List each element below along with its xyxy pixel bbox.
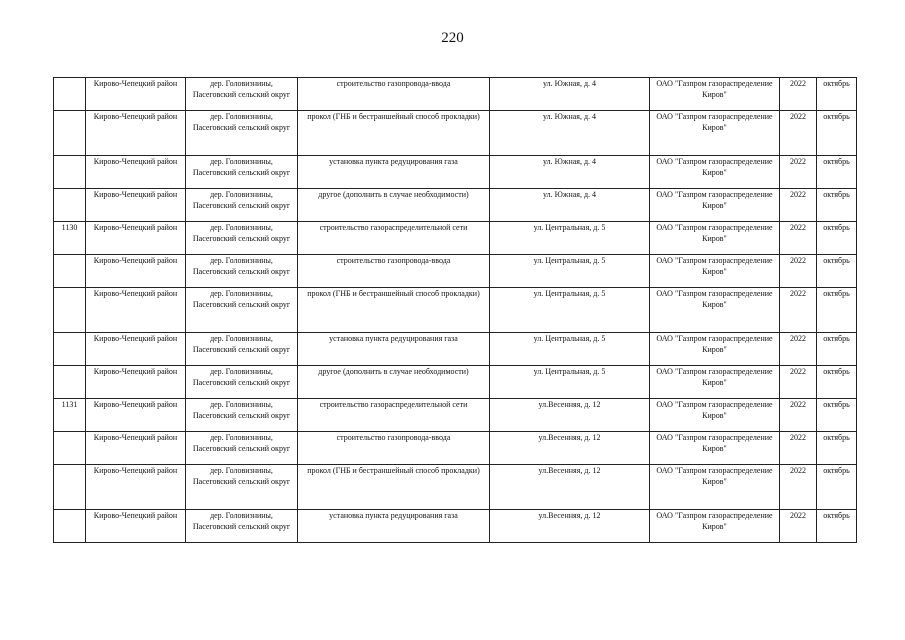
organization-cell (650, 399, 780, 432)
year-text: 2022 (790, 256, 806, 265)
settlement-cell (186, 465, 298, 510)
org-2-text: Киров" (702, 168, 727, 177)
settlement-cell (186, 156, 298, 189)
month-text: октябрь (823, 433, 850, 442)
settlement-2-text: Пасеговский сельский округ (192, 300, 291, 309)
address-text: ул. Южная, д. 4 (542, 190, 597, 199)
year-text: 2022 (790, 334, 806, 343)
row-number (54, 366, 86, 399)
org-1-text: ОАО "Газпром газораспределение (656, 289, 773, 298)
org-1-text: ОАО "Газпром газораспределение (656, 433, 773, 442)
month-text: октябрь (823, 256, 850, 265)
work-text: другое (дополнить в случае необходимости) (318, 190, 469, 199)
table-row (54, 510, 857, 543)
org-1-text: ОАО "Газпром газораспределение (656, 223, 773, 232)
district-cell (86, 255, 186, 288)
org-2-text: Киров" (702, 234, 727, 243)
table-row (54, 399, 857, 432)
address-cell (490, 189, 650, 222)
district-text: Кирово-Чепецкий район (93, 223, 178, 232)
district-text: Кирово-Чепецкий район (93, 334, 178, 343)
year-text: 2022 (790, 157, 806, 166)
address-text: ул. Центральная, д. 5 (533, 223, 606, 232)
district-cell (86, 111, 186, 156)
org-2-text: Киров" (702, 123, 727, 132)
settlement-2-text: Пасеговский сельский округ (192, 477, 291, 486)
year-cell (780, 189, 817, 222)
work-type-cell (298, 399, 490, 432)
year-text: 2022 (790, 466, 806, 475)
month-cell (817, 111, 857, 156)
address-text: ул. Южная, д. 4 (542, 79, 597, 88)
district-text: Кирово-Чепецкий район (93, 157, 178, 166)
address-cell (490, 288, 650, 333)
address-cell (490, 156, 650, 189)
settlement-2-text: Пасеговский сельский округ (192, 123, 291, 132)
table-row (54, 255, 857, 288)
district-text: Кирово-Чепецкий район (93, 256, 178, 265)
work-text: строительство газораспределительной сети (319, 400, 468, 409)
address-text: ул.Весенняя, д. 12 (538, 511, 601, 520)
page-number: 220 (441, 30, 464, 46)
settlement-2-text: Пасеговский сельский округ (192, 201, 291, 210)
work-text: строительство газопровода-ввода (336, 79, 451, 88)
table-row (54, 78, 857, 111)
address-cell (490, 432, 650, 465)
settlement-1-text: дер. Головизнины, (210, 511, 273, 520)
month-cell (817, 510, 857, 543)
org-1-text: ОАО "Газпром газораспределение (656, 157, 773, 166)
district-cell (86, 399, 186, 432)
district-cell (86, 366, 186, 399)
org-2-text: Киров" (702, 444, 727, 453)
table-row (54, 288, 857, 333)
settlement-1-text: дер. Головизнины, (210, 400, 273, 409)
year-cell (780, 288, 817, 333)
settlement-cell (186, 189, 298, 222)
row-number (54, 111, 86, 156)
month-text: октябрь (823, 79, 850, 88)
org-1-text: ОАО "Газпром газораспределение (656, 256, 773, 265)
year-text: 2022 (790, 79, 806, 88)
year-text: 2022 (790, 367, 806, 376)
district-text: Кирово-Чепецкий район (93, 190, 178, 199)
org-1-text: ОАО "Газпром газораспределение (656, 79, 773, 88)
district-text: Кирово-Чепецкий район (93, 400, 178, 409)
work-type-cell (298, 111, 490, 156)
settlement-2-text: Пасеговский сельский округ (192, 345, 291, 354)
month-text: октябрь (823, 289, 850, 298)
work-text: установка пункта редуцирования газа (329, 511, 458, 520)
district-cell (86, 465, 186, 510)
organization-cell (650, 156, 780, 189)
table-body (54, 78, 857, 543)
org-2-text: Киров" (702, 90, 727, 99)
month-text: октябрь (823, 400, 850, 409)
address-text: ул. Центральная, д. 5 (533, 334, 606, 343)
year-cell (780, 399, 817, 432)
work-text: строительство газопровода-ввода (336, 256, 451, 265)
year-cell (780, 366, 817, 399)
district-text: Кирово-Чепецкий район (93, 79, 178, 88)
org-1-text: ОАО "Газпром газораспределение (656, 400, 773, 409)
settlement-2-text: Пасеговский сельский округ (192, 234, 291, 243)
settlement-cell (186, 222, 298, 255)
address-text: ул.Весенняя, д. 12 (538, 433, 601, 442)
settlement-1-text: дер. Головизнины, (210, 466, 273, 475)
work-type-cell (298, 333, 490, 366)
month-text: октябрь (823, 190, 850, 199)
month-cell (817, 189, 857, 222)
org-2-text: Киров" (702, 378, 727, 387)
settlement-1-text: дер. Головизнины, (210, 433, 273, 442)
org-1-text: ОАО "Газпром газораспределение (656, 367, 773, 376)
address-text: ул. Южная, д. 4 (542, 112, 597, 121)
work-text: строительство газораспределительной сети (319, 223, 468, 232)
month-text: октябрь (823, 223, 850, 232)
year-cell (780, 222, 817, 255)
year-text: 2022 (790, 190, 806, 199)
table-row (54, 333, 857, 366)
month-text: октябрь (823, 157, 850, 166)
address-cell (490, 111, 650, 156)
address-cell (490, 255, 650, 288)
organization-cell (650, 333, 780, 366)
organization-cell (650, 432, 780, 465)
district-text: Кирово-Чепецкий район (93, 433, 178, 442)
district-cell (86, 432, 186, 465)
month-cell (817, 333, 857, 366)
month-cell (817, 366, 857, 399)
gasification-table (53, 77, 857, 543)
year-text: 2022 (790, 223, 806, 232)
organization-cell (650, 78, 780, 111)
table-row (54, 465, 857, 510)
settlement-cell (186, 78, 298, 111)
organization-cell (650, 366, 780, 399)
organization-cell (650, 222, 780, 255)
work-type-cell (298, 78, 490, 111)
row-number (54, 288, 86, 333)
row-number (54, 189, 86, 222)
settlement-1-text: дер. Головизнины, (210, 190, 273, 199)
month-cell (817, 255, 857, 288)
org-2-text: Киров" (702, 201, 727, 210)
address-cell (490, 510, 650, 543)
work-type-cell (298, 189, 490, 222)
org-2-text: Киров" (702, 300, 727, 309)
address-text: ул.Весенняя, д. 12 (538, 466, 601, 475)
year-text: 2022 (790, 400, 806, 409)
org-2-text: Киров" (702, 267, 727, 276)
work-text: установка пункта редуцирования газа (329, 334, 458, 343)
work-text: установка пункта редуцирования газа (329, 157, 458, 166)
month-cell (817, 432, 857, 465)
work-type-cell (298, 366, 490, 399)
settlement-1-text: дер. Головизнины, (210, 289, 273, 298)
work-type-cell (298, 255, 490, 288)
year-cell (780, 333, 817, 366)
settlement-cell (186, 510, 298, 543)
district-text: Кирово-Чепецкий район (93, 511, 178, 520)
org-2-text: Киров" (702, 477, 727, 486)
settlement-1-text: дер. Головизнины, (210, 256, 273, 265)
month-text: октябрь (823, 334, 850, 343)
district-text: Кирово-Чепецкий район (93, 466, 178, 475)
settlement-2-text: Пасеговский сельский округ (192, 411, 291, 420)
settlement-cell (186, 288, 298, 333)
row-number (54, 156, 86, 189)
address-text: ул. Центральная, д. 5 (533, 289, 606, 298)
settlement-2-text: Пасеговский сельский округ (192, 522, 291, 531)
address-cell (490, 465, 650, 510)
table-row (54, 432, 857, 465)
row-number (54, 222, 86, 255)
organization-cell (650, 288, 780, 333)
month-cell (817, 288, 857, 333)
year-cell (780, 255, 817, 288)
year-text: 2022 (790, 511, 806, 520)
settlement-cell (186, 333, 298, 366)
work-type-cell (298, 465, 490, 510)
year-cell (780, 111, 817, 156)
month-text: октябрь (823, 511, 850, 520)
settlement-cell (186, 111, 298, 156)
month-text: октябрь (823, 112, 850, 121)
settlement-cell (186, 399, 298, 432)
work-type-cell (298, 432, 490, 465)
org-1-text: ОАО "Газпром газораспределение (656, 112, 773, 121)
work-text: строительство газопровода-ввода (336, 433, 451, 442)
district-cell (86, 189, 186, 222)
month-text: октябрь (823, 367, 850, 376)
organization-cell (650, 255, 780, 288)
month-text: октябрь (823, 466, 850, 475)
num-text: 1131 (61, 400, 78, 409)
settlement-1-text: дер. Головизнины, (210, 334, 273, 343)
org-1-text: ОАО "Газпром газораспределение (656, 334, 773, 343)
table-row (54, 222, 857, 255)
settlement-cell (186, 432, 298, 465)
table-row (54, 189, 857, 222)
organization-cell (650, 189, 780, 222)
address-cell (490, 78, 650, 111)
district-text: Кирово-Чепецкий район (93, 289, 178, 298)
year-cell (780, 156, 817, 189)
month-cell (817, 222, 857, 255)
row-number (54, 78, 86, 111)
month-cell (817, 78, 857, 111)
org-2-text: Киров" (702, 411, 727, 420)
settlement-1-text: дер. Головизнины, (210, 367, 273, 376)
address-text: ул. Центральная, д. 5 (533, 256, 606, 265)
month-cell (817, 465, 857, 510)
month-cell (817, 156, 857, 189)
settlement-2-text: Пасеговский сельский округ (192, 267, 291, 276)
org-1-text: ОАО "Газпром газораспределение (656, 511, 773, 520)
organization-cell (650, 510, 780, 543)
address-cell (490, 222, 650, 255)
row-number (54, 510, 86, 543)
work-type-cell (298, 222, 490, 255)
address-text: ул. Центральная, д. 5 (533, 367, 606, 376)
year-text: 2022 (790, 433, 806, 442)
address-cell (490, 399, 650, 432)
row-number (54, 333, 86, 366)
table-row (54, 111, 857, 156)
district-cell (86, 156, 186, 189)
row-number (54, 399, 86, 432)
year-cell (780, 432, 817, 465)
settlement-cell (186, 255, 298, 288)
row-number (54, 465, 86, 510)
work-type-cell (298, 288, 490, 333)
district-cell (86, 78, 186, 111)
settlement-1-text: дер. Головизнины, (210, 223, 273, 232)
year-text: 2022 (790, 289, 806, 298)
year-text: 2022 (790, 112, 806, 121)
work-text: другое (дополнить в случае необходимости) (318, 367, 469, 376)
district-cell (86, 333, 186, 366)
address-text: ул.Весенняя, д. 12 (538, 400, 601, 409)
work-text: прокол (ГНБ и бестраншейный способ прокладки) (307, 466, 480, 475)
year-cell (780, 78, 817, 111)
district-cell (86, 222, 186, 255)
district-cell (86, 288, 186, 333)
settlement-2-text: Пасеговский сельский округ (192, 444, 291, 453)
work-text: прокол (ГНБ и бестраншейный способ прокладки) (307, 112, 480, 121)
settlement-2-text: Пасеговский сельский округ (192, 168, 291, 177)
year-cell (780, 465, 817, 510)
district-text: Кирово-Чепецкий район (93, 112, 178, 121)
settlement-cell (186, 366, 298, 399)
org-2-text: Киров" (702, 522, 727, 531)
table-row (54, 366, 857, 399)
num-text: 1130 (61, 223, 78, 232)
organization-cell (650, 465, 780, 510)
settlement-1-text: дер. Головизнины, (210, 79, 273, 88)
settlement-1-text: дер. Головизнины, (210, 112, 273, 121)
org-1-text: ОАО "Газпром газораспределение (656, 190, 773, 199)
address-cell (490, 366, 650, 399)
address-text: ул. Южная, д. 4 (542, 157, 597, 166)
district-text: Кирово-Чепецкий район (93, 367, 178, 376)
settlement-1-text: дер. Головизнины, (210, 157, 273, 166)
work-text: прокол (ГНБ и бестраншейный способ прокладки) (307, 289, 480, 298)
work-type-cell (298, 156, 490, 189)
row-number (54, 255, 86, 288)
org-2-text: Киров" (702, 345, 727, 354)
row-number (54, 432, 86, 465)
year-cell (780, 510, 817, 543)
address-cell (490, 333, 650, 366)
org-1-text: ОАО "Газпром газораспределение (656, 466, 773, 475)
settlement-2-text: Пасеговский сельский округ (192, 90, 291, 99)
work-type-cell (298, 510, 490, 543)
district-cell (86, 510, 186, 543)
table-row (54, 156, 857, 189)
organization-cell (650, 111, 780, 156)
month-cell (817, 399, 857, 432)
settlement-2-text: Пасеговский сельский округ (192, 378, 291, 387)
